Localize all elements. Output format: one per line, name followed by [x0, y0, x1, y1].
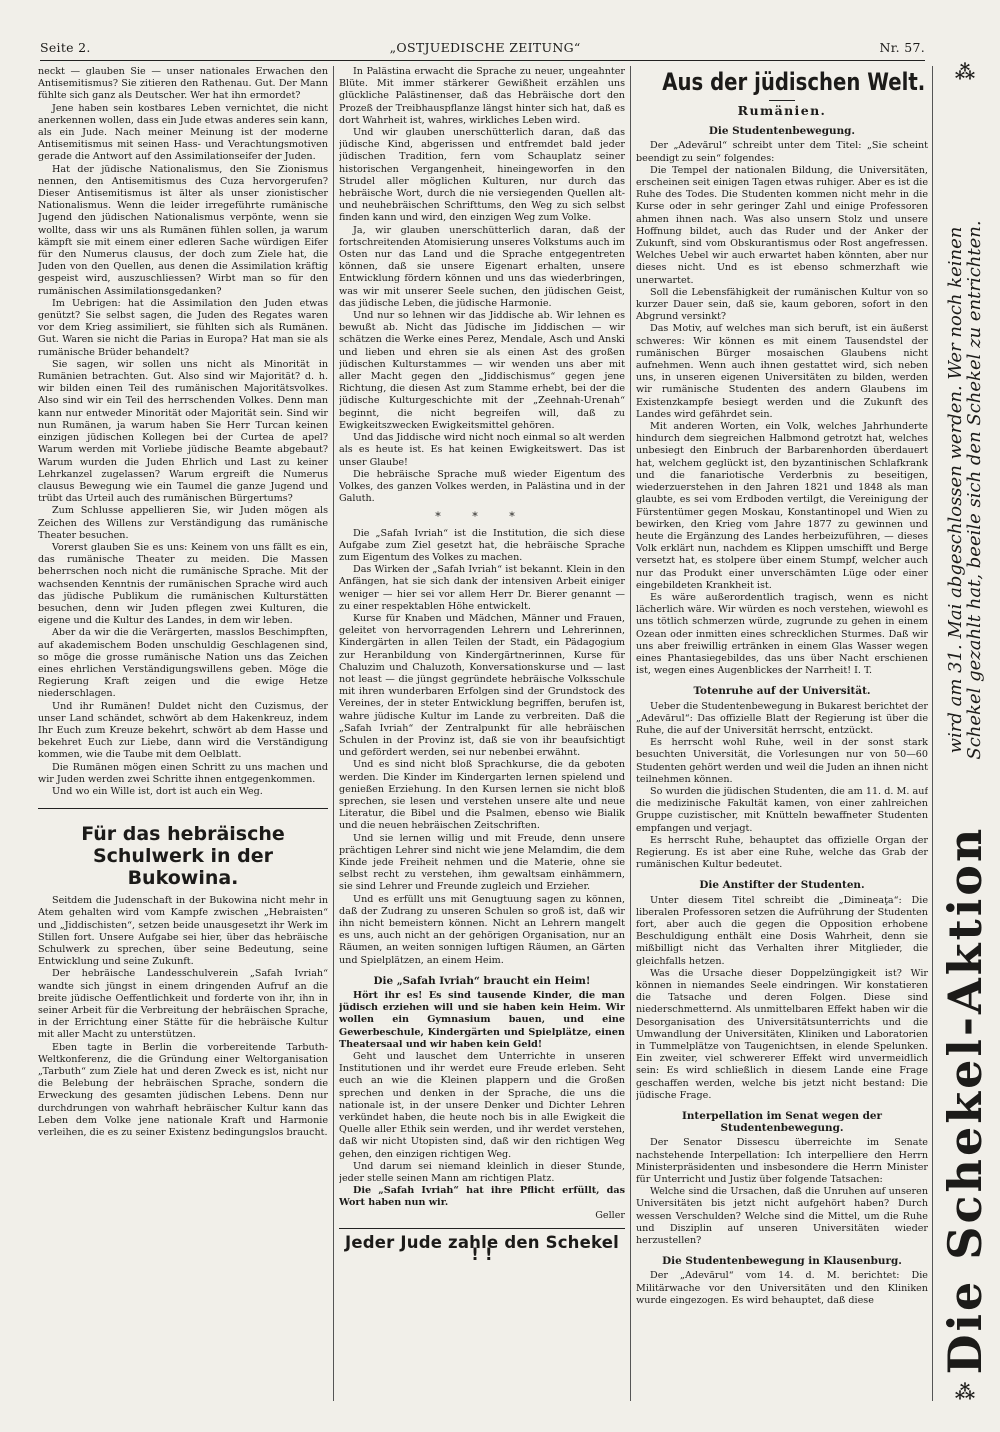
- column-divider: [333, 66, 334, 1401]
- article-paragraph: Das Wirken der „Safah Ivriah“ ist bekannt. Klein in den Anfängen, hat sie sich dank der intensiven Arbeit einiger weniger — hier sei vor allem Herr Dr. Bierer genannt — zu einer respektablen Höhe entwickelt.: [339, 564, 625, 612]
- sidebar-line-2: Schekel gezahlt hat, beeile sich den Schekel zu entrichten.: [964, 220, 985, 760]
- newspaper-name: „OSTJUEDISCHE ZEITUNG“: [389, 40, 581, 55]
- section-separator: * * *: [435, 510, 529, 524]
- sidebar-notice: [935, 220, 995, 760]
- ornament-icon: ⁂: [954, 1380, 976, 1404]
- column-1: [38, 66, 328, 1406]
- article-paragraph: Das Motiv, auf welches man sich beruft, ist ein äußerst schweres: Wir können es mit einem Tausendstel der rumänischen Bürger mosaischen Glaubens nicht aufnehmen. Wenn auch ihnen gestattet wird, sich neben uns, in unseren eigenen Universitäten zu bilden, werden wir rumänische Studenten des andern Glaubens im Existenzkampfe besiegt werden und die Zukunft des Landes wird gefährdet sein.: [636, 323, 928, 420]
- title-rule: [769, 100, 795, 101]
- article-paragraph: Seitdem die Judenschaft in der Bukowina nicht mehr in Atem gehalten wird vom Kampfe zwischen „Hebraisten“ und „Jiddischisten“, setzen beide unausgesetzt ihr Werk im Stillen fort. Unsere Aufgabe sei hier, über das hebräische Schulwerk zu sprechen, über seine Bedeutung, seine Entwicklung und seine Zukunft.: [38, 895, 328, 968]
- page-header: [40, 40, 925, 60]
- article-paragraph: Und es erfüllt uns mit Genugtuung sagen zu können, daß der Zudrang zu unseren Schulen so groß ist, daß wir ihn nicht bemeistern können. Nicht an Lehrern mangelt es uns, auch nicht an der gehörigen Organisation, nur an Räumen, an weiten sonnigen luftigen Räumen, an Gärten und Spielplätzen, an einem Heim.: [339, 893, 625, 966]
- closing-statement: Die „Safah Ivriah“ hat ihre Pflicht erfüllt, das Wort haben nun wir.: [339, 1185, 625, 1209]
- schekel-sidebar: [935, 60, 995, 1420]
- article-paragraph: Die Rumänen mögen einen Schritt zu uns machen und wir Juden werden zwei Schritte ihnen entgegenkommen.: [38, 761, 328, 785]
- article-paragraph: Hat der jüdische Nationalismus, den Sie Zionismus nennen, den Antisemitismus des Cuza hervorgerufen? Dieser Antisemitismus ist älter als unser zionistischer Nationalismus. Wenn die leider irregeführte rumänische Jugend den jüdischen Nationalismus verpönte, wenn sie wollte, dass wir uns als Rumänen fühlen sollen, ja warum kämpft sie mit einem einer edleren Sache würdigen Eifer für den Numerus clausus, der doch zum Ziele hat, die Juden von den Quellen, aus denen die Assimilation kräftig gespeist wird, auszuschliessen? Wirbt man so für den rumänischen Assimilationsgedanken?: [38, 163, 328, 297]
- article-paragraph: Ja, wir glauben unerschütterlich daran, daß der fortschreitenden Atomisierung unseres Volkstums auch im Osten nur das Land und die Sprache entgegentreten können, daß sie unsere Eigenart erhalten, unsere Entwicklung fördern können und uns das wiederbringen, was wir mit unserer Seele suchen, den jüdischen Geist, das jüdische Leben, die jüdische Harmonie.: [339, 224, 625, 309]
- sidebar-line-1: wird am 31. Mai abgeschlossen werden. Wer noch keinen: [945, 226, 966, 754]
- article-paragraph: Und es sind nicht bloß Sprachkurse, die da geboten werden. Die Kinder im Kindergarten lernen spielend und genießen Erziehung. In den Kursen lernen sie nicht bloß sprechen, sie lesen und verstehen unsere alte und neue Literatur, die Bibel und die Psalmen, ebenso wie Bialik und die neuen hebräischen Zeitschriften.: [339, 759, 625, 832]
- column-2: [339, 66, 625, 1406]
- article-paragraph: Ueber die Studentenbewegung in Bukarest berichtet der „Adevărul“: Das offizielle Blatt der Regierung ist über die Ruhe, die auf der Universität herrscht, entzückt.: [636, 700, 928, 736]
- sidebar-title-box: [935, 780, 995, 1420]
- article-paragraph: Die Tempel der nationalen Bildung, die Universitäten, erscheinen seit einigen Tagen etwas ruhiger. Aber es ist die Ruhe des Todes. Die Studenten kommen nicht mehr in die Kurse oder in sehr geringer Zahl und einige Professoren ahmen ihnen nach. Was also unsern Stolz und unsere Hoffnung bildet, auch das Ruder und der Anker der Zukunft, sind vom Obskurantismus oder Rost angefressen. Welches Uebel wir auch erwartet haben könnten, aber nur dieses nicht. Und es ist ebenso schmerzhaft wie unerwartet.: [636, 164, 928, 286]
- article-paragraph: Vorerst glauben Sie es uns: Keinem von uns fällt es ein, das rumänische Theater zu meiden. Die Massen beherrschen noch nicht die rumänische Sprache. Mit der wachsenden Kenntnis der rumänischen Sprache wird auch das jüdische Publikum die rumänischen Kulturstätten besuchen, denn wir Juden pflegen zwei Kulturen, die eigene und die Kultur des Landes, in dem wir leben.: [38, 541, 328, 627]
- article-paragraph: Es wäre außerordentlich tragisch, wenn es nicht lächerlich wäre. Wir würden es noch verstehen, wiewohl es uns tötlich schmerzen würde, zugrunde zu gehen in einem Ozean oder inmitten eines schrecklichen Sturmes. Daß wir uns aber freiwillig ertränken in einem Glas Wasser wegen eines Phantasiegebildes, das uns über Nacht erschienen ist, wegen eines Augenblickes der Narrheit! I. T.: [636, 591, 928, 677]
- article-paragraph: In Palästina erwacht die Sprache zu neuer, ungeahnter Blüte. Mit immer stärkerer Gewißheit erzählen uns glückliche Palästinenser, daß das Hebräische dort den Prozeß der Treibhauspflanze längst hinter sich hat, daß es dort Wahrheit ist, wahres, wirkliches Leben wird.: [339, 66, 625, 126]
- article-paragraph: Mit anderen Worten, ein Volk, welches Jahrhunderte hindurch dem siegreichen Halbmond getrotzt hat, welches unbesiegt den Einbruch der Barbarenhorden überdauert hat, welchem geglückt ist, den byzantinischen Schlafkrank und die fanariotische Verderbnis zu beseitigen, wiederzuerstehen in den Jahren 1821 und 1848 als man glaubte, es sei vom Erdboden vertilgt, die Vereinigung der Fürstentümer gegen Moskau, Konstantinopel und Wien zu bewirken, den Krieg vom Jahre 1877 zu gewinnen und heute die Ergänzung des Landes herbeizuführen, — dieses Volk erklärt nun, nachdem es Klippen umschifft und Berge versetzt hat, es stolpere über einem Stumpf, welcher auch nur das Produkt einer unverschämten Lüge oder einer eingebildeten Krankheit ist.: [636, 421, 928, 591]
- article-paragraph: Soll die Lebensfähigkeit der rumänischen Kultur von so kurzer Dauer sein, daß sie, kaum geboren, sofort in den Abgrund versinkt?: [636, 286, 928, 323]
- article-paragraph: Was die Ursache dieser Doppelzüngigkeit ist? Wir können in niemandes Seele eindringen. Wir konstatieren die Tatsache und deren Folgen. Diese sind niederschmetternd. Als unmittelbaren Effekt haben wir die Desorganisation des Universitätsunterrichts und die Umwandlung der Universitäten, Kliniken und Laboratorien in Tummelplätze von Taugenichtsen, in elende Spelunken. Ein zweiter, viel schwererer Effekt wird unvermeidlich sein: Es wird schließlich in diesem Lande eine Frage geschaffen werden, welche bis jetzt nicht bestand: Die jüdische Frage.: [636, 967, 928, 1101]
- issue-number: Nr. 57.: [879, 40, 925, 55]
- subheading: Die Studentenbewegung in Klausenburg.: [662, 1255, 902, 1268]
- column-3: [636, 66, 928, 1406]
- article-paragraph: Die „Safah Ivriah“ ist die Institution, die sich diese Aufgabe zum Ziel gesetzt hat, die hebräische Sprache zum Eigentum des Volkes zu machen.: [339, 527, 625, 563]
- page-number: Seite 2.: [40, 40, 91, 55]
- article-paragraph: Geht und lauschet dem Unterrichte in unseren Institutionen und ihr werdet eure Freude erleben. Seht euch an wie die Kleinen plappern und die Großen sprechen und denken in der Sprache, die uns die nationale ist, in der unsere Denker und Dichter Lehren verkündet haben, die heute noch bis in alle Ewigkeit die Quelle aller Ethik sein werden, und ihr werdet verstehen, daß wir nicht Utopisten sind, daß wir den richtigen Weg gehen, den einzigen richtigen Weg.: [339, 1051, 625, 1160]
- section-title: Aus der jüdischen Welt.: [662, 68, 926, 96]
- article-paragraph: Und das Jiddische wird nicht noch einmal so alt werden als es heute ist. Es hat keinen Ewigkeitswert. Das ist unser Glaube!: [339, 432, 625, 468]
- article-paragraph: Der hebräische Landesschulverein „Safah Ivriah“ wandte sich jüngst in einem dringenden Aufruf an die breite jüdische Oeffentlichkeit und forderte von ihr, ihn in seiner Arbeit für die Verbreitung der hebräischen Sprache, in der Errichtung einer Stätte für die hebräische Kultur mit aller Macht zu unterstützen.: [38, 968, 328, 1041]
- article-paragraph: Zum Schlusse appellieren Sie, wir Juden mögen als Zeichen des Willens zur Verständigung das rumänische Theater besuchen.: [38, 505, 328, 541]
- article-paragraph: Aber da wir die die Verärgerten, masslos Beschimpften, auf akademischem Boden unschuldig Geschlagenen sind, so möge die grosse rumänische Nation uns das Zeichen eines ehrlichen Verständigungswillens geben. Möge die Regierung Kraft zeigen und die ewige Hetze niederschlagen.: [38, 627, 328, 700]
- subheading: Totenruhe auf der Universität.: [693, 685, 871, 698]
- article-paragraph: Welche sind die Ursachen, daß die Unruhen auf unseren Universitäten bis jetzt nicht aufgehört haben? Durch wessen Verschulden? Welche sind die Mittel, um die Ruhe und Disziplin auf unseren Universitäten wieder herzustellen?: [636, 1186, 928, 1247]
- article-paragraph: Und ihr Rumänen! Duldet nicht den Cuzismus, der unser Land schändet, schwört ab dem Hakenkreuz, indem Ihr Euch zum Kreuze bekehrt, schwört ab dem Hasse und bekehret Euch zur Liebe, dann wird die Verständigung kommen, wie die Taube mit dem Oelblatt.: [38, 700, 328, 761]
- article-paragraph: Im Uebrigen: hat die Assimilation den Juden etwas genützt? Sie selbst sagen, die Juden des Regates waren vor dem Krieg assimiliert, sie fühlten sich als Rumänen. Gut. Waren sie nicht die Parias in Europa? Hat man sie als rumänische Brüder behandelt?: [38, 297, 328, 358]
- article-paragraph: Und darum sei niemand kleinlich in dieser Stunde, jeder stelle seinen Mann am richtigen Platz.: [339, 1160, 625, 1185]
- article-paragraph: Und nur so lehnen wir das Jiddische ab. Wir lehnen es bewußt ab. Nicht das Jüdische im Jiddischen — wir schätzen die Werke eines Perez, Mendale, Asch und Anski und lieben und ehren sie als einen Ast des großen jüdischen Kulturstammes — wir wenden uns aber mit aller Macht gegen den „Jiddischismus“ gegen jene Richtung, die diesen Ast zum Stamme erhebt, bei der die jüdische Kulturgeschichte mit der „Zeehnah-Urenah“ beginnt, die nicht begreifen will, daß zu Ewigkeitszwecken Ewigkeitsmittel gehören.: [339, 310, 625, 431]
- column-divider: [932, 66, 933, 1401]
- article-paragraph: Und wo ein Wille ist, dort ist auch ein Weg.: [52, 785, 263, 797]
- subheading: Interpellation im Senat wegen der Studentenbewegung.: [682, 1110, 882, 1135]
- sidebar-title: Die Schekel-Aktion: [938, 825, 992, 1375]
- article-paragraph: Eben tagte in Berlin die vorbereitende Tarbuth-Weltkonferenz, die die Gründung einer Weltorganisation „Tarbuth“ zum Ziele hat und deren Zweck es ist, nicht nur die Belebung der hebräischen Sprache, sondern die Erweckung des gesamten jüdischen Lebens. Denn nur durchdrungen von wahrhaft hebräischer Kultur kann das Leben dem Volke jene nationale Kraft und Harmonie verleihen, die es zu seiner Existenz bedingungslos braucht.: [38, 1041, 328, 1139]
- article-paragraph: Und sie lernen willig und mit Freude, denn unsere prächtigen Lehrer sind nicht wie jene Melamdim, die dem Kinde jede Freiheit nehmen und die Materie, ohne sie selbst recht zu verstehen, ihm gewaltsam einhämmern, sie sind Lehrer und Freunde zugleich und Erzieher.: [339, 832, 625, 893]
- slogan-rule: [339, 1228, 625, 1229]
- article-paragraph: Unter diesem Titel schreibt die „Dimineaţa“: Die liberalen Professoren setzen die Aufrührung der Studenten fort, aber auch die gegen die Opposition erhobene Beschuldigung enthält eine Dosis Wahrheit, denn sie mißbilligt nicht das Verhalten ihrer Mitglieder, die gleichfalls hetzen.: [636, 894, 928, 967]
- subheading: Die Studentenbewegung.: [708, 125, 856, 138]
- article-paragraph: Es herrscht Ruhe, behauptet das offizielle Organ der Regierung. Es ist aber eine Ruhe, welche das Grab der rumänischen Kultur bedeutet.: [636, 834, 928, 871]
- article-paragraph: Und wir glauben unerschütterlich daran, daß das jüdische Kind, abgerissen und entfremdet bald jeder jüdischen Tradition, fern vom Schauplatz seiner historischen Vergangenheit, hineingeworfen in den Strudel aller möglichen Kulturen, nur durch das hebräische Wort, durch die nie versiegenden Quellen alt- und neuhebräischen Schrifttums, den Weg zu sich selbst finden kann und wird, den einzigen Weg zum Volke.: [339, 127, 625, 224]
- heim-subheading: Die „Safah Ivriah“ braucht ein Heim!: [373, 974, 591, 987]
- article-paragraph: Kurse für Knaben und Mädchen, Männer und Frauen, geleitet von hervorragenden Lehrern und Lehrerinnen, Kindergärten in allen Teilen der Stadt, ein Pädagogium zur Heranbildung von Kindergärtnerinnen, Kurse für Chaluzim und Chaluzoth, Konversationskurse und — last not least — die jüngst gegründete hebräische Volksschule mit ihren wunderbaren Erfolgen sind der Grundstock des Vereines, der in steter Entwicklung begriffen, berufen ist, wahre jüdische Kultur im Lande zu verbreiten. Daß die „Safah Ivriah“ der Zentralpunkt für alle hebräischen Schulen in der Provinz ist, daß sie von ihr beaufsichtigt und gefördert werden, sei nur nebenbei erwähnt.: [339, 612, 625, 759]
- article-paragraph: Es herrscht wohl Ruhe, weil in der sonst stark besuchten Universität, die Vorlesungen nur von 50—60 Studenten gehört werden und weil die Juden an ihnen nicht teilnehmen können.: [636, 737, 928, 785]
- article-paragraph: Der Senator Dissescu überreichte im Senate nachstehende Interpellation: Ich interpelliere den Herrn Ministerpräsidenten und insbesondere die Herrn Minister für Unterricht und Justiz über folgende Tatsachen:: [636, 1137, 928, 1186]
- country-heading: Rumänien.: [737, 103, 827, 118]
- article-paragraph: neckt — glauben Sie — unser nationales Erwachen den Antisemitismus? Sie zitieren den Rathenau. Gut. Der Mann fühlte sich ganz als Deutscher. Wer hat ihn ermordet?: [38, 66, 328, 102]
- schekel-slogan: Jeder Jude zahle den Schekel ! !: [345, 1232, 619, 1265]
- subheading: Die Anstifter der Studenten.: [699, 879, 865, 892]
- article-paragraph: Die hebräische Sprache muß wieder Eigentum des Volkes, des ganzen Volkes werden, in Palästina und in der Galuth.: [339, 468, 625, 505]
- article-paragraph: Sie sagen, wir sollen uns nicht als Minorität in Rumänien betrachten. Gut. Also sind wir Majorität? d. h. wir bilden einen Teil des rumänischen Majoritätsvolkes. Also sind wir ein Teil des herrschenden Volkes. Denn man kann nur entweder Minorität oder Majorität sein. Sind wir nun Rumänen, ja warum haben Sie Herr Turcan keinen einzigen jüdischen Kollegen bei der Curtea de apel? Warum werden mit Vorliebe jüdische Beamte abgebaut? Warum wurden die Juden Ehrlich und Last zu keiner Lehrkanzel zugelassen? Warum ergreift die Numerus clausus Bewegung wie ein Taumel die ganze Jugend und trübt das Urteil auch des rumänischen Bürgertums?: [38, 358, 328, 505]
- header-rule: [40, 60, 925, 61]
- article-paragraph: Der „Adevărul“ vom 14. d. M. berichtet: Die Militärwache vor den Universitäten und den Kliniken wurde eingezogen. Es wird behauptet, daß diese: [636, 1270, 928, 1306]
- article-paragraph: Jene haben sein kostbares Leben vernichtet, die nicht anerkennen wollen, dass ein Jude etwas anderes sein kann, als ein Jude. Nach meiner Meinung ist der moderne Antisemitismus mit seinen Hass- und Verachtungsmotiven gerade die Antwort auf den Assimilationseifer der Juden.: [38, 102, 328, 163]
- column-divider: [630, 66, 631, 1401]
- ornament-icon: ⁂: [954, 60, 976, 84]
- article-paragraph: So wurden die jüdischen Studenten, die am 11. d. M. auf die medizinische Fakultät kamen, von einer zahlreichen Gruppe cuzistischer, mit Knütteln bewaffneter Studenten empfangen und verjagt.: [636, 785, 928, 834]
- author-signature: Geller: [595, 1209, 625, 1221]
- bukowina-headline: Für das hebräische Schulwerk in der Bukowina.: [81, 823, 285, 890]
- section-rule: [38, 808, 328, 809]
- heim-appeal: Hört ihr es! Es sind tausende Kinder, die man jüdisch erziehen will und sie haben kein Heim. Wir wollen ein Gymnasium bauen, und eine Gewerbeschule, Kindergärten und Spielplätze, einen Theatersaal und wir haben kein Geld!: [339, 990, 625, 1050]
- article-paragraph: Der „Adevărul“ schreibt unter dem Titel: „Sie scheint beendigt zu sein“ folgendes:: [636, 140, 928, 164]
